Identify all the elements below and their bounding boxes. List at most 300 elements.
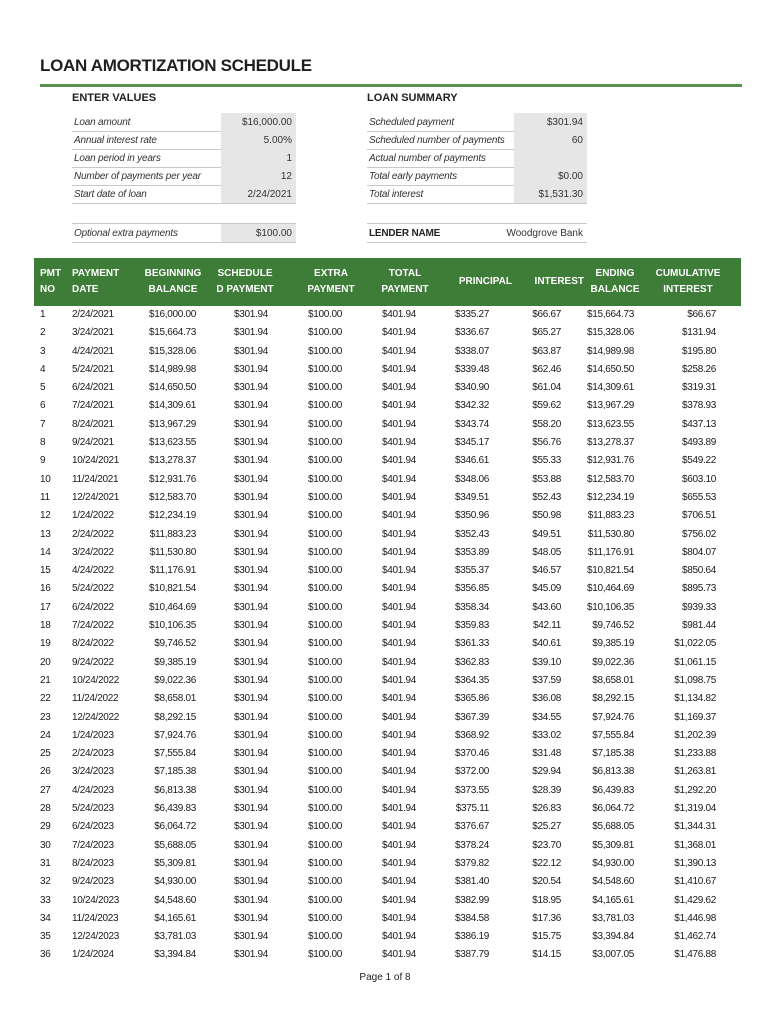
scheduled-payment-cell: $301.94 (233, 931, 268, 943)
payment-date-cell: 1/24/2024 (72, 949, 114, 961)
principal-cell: $361.33 (454, 638, 489, 650)
extra-payment-cell: $100.00 (307, 729, 342, 741)
payment-date-cell: 3/24/2022 (72, 546, 114, 558)
scheduled-payment-cell: $301.94 (233, 309, 268, 320)
scheduled-payment-cell: $301.94 (233, 455, 268, 467)
cumulative-interest-cell: $756.02 (681, 528, 716, 540)
loan-period-input[interactable]: 1 (221, 149, 296, 167)
cumulative-interest-cell: $66.67 (687, 309, 716, 320)
total-payment-cell: $401.94 (381, 674, 416, 686)
pmt-no-cell: 18 (40, 620, 51, 632)
interest-cell: $31.48 (532, 748, 561, 760)
pmt-no-cell: 1 (40, 309, 46, 320)
scheduled-payment-cell: $301.94 (233, 583, 268, 595)
extra-payment-cell: $100.00 (307, 363, 342, 375)
beginning-balance-cell: $12,931.76 (148, 473, 196, 485)
interest-cell: $65.27 (532, 327, 561, 339)
loan-period-label: Loan period in years (74, 152, 161, 164)
pmt-no-cell: 26 (40, 766, 51, 778)
table-row (34, 763, 741, 781)
payment-date-cell: 3/24/2021 (72, 327, 114, 339)
interest-cell: $49.51 (532, 528, 561, 540)
principal-cell: $348.06 (454, 473, 489, 485)
beginning-balance-cell: $12,234.19 (148, 510, 196, 522)
beginning-balance-cell: $14,989.98 (148, 363, 196, 375)
cumulative-interest-cell: $437.13 (681, 418, 716, 430)
pmt-no-cell: 16 (40, 583, 51, 595)
scheduled-payment-cell: $301.94 (233, 821, 268, 833)
interest-cell: $18.95 (532, 894, 561, 906)
ending-balance-cell: $12,931.76 (586, 455, 634, 467)
ending-balance-cell: $5,309.81 (592, 839, 634, 851)
total-early-payments-row (367, 167, 587, 186)
scheduled-payment-cell: $301.94 (233, 382, 268, 394)
payment-date-cell: 10/24/2023 (72, 894, 120, 906)
interest-cell: $42.11 (532, 620, 561, 632)
table-row (34, 471, 741, 489)
principal-cell: $370.46 (454, 748, 489, 760)
total-payment-cell: $401.94 (381, 656, 416, 668)
start-date-row (72, 185, 296, 204)
total-payment-cell: $401.94 (381, 418, 416, 430)
ending-balance-cell: $13,967.29 (586, 400, 634, 412)
payments-per-year-row (72, 167, 296, 186)
ending-balance-cell: $6,439.83 (592, 784, 634, 796)
pmt-no-cell: 29 (40, 821, 51, 833)
interest-cell: $33.02 (532, 729, 561, 741)
beginning-balance-cell: $3,394.84 (154, 949, 196, 961)
cumulative-interest-cell: $1,390.13 (674, 857, 716, 869)
payments-per-year-label: Number of payments per year (74, 170, 201, 182)
scheduled-payment-cell: $301.94 (233, 711, 268, 723)
beginning-balance-cell: $13,623.55 (148, 437, 196, 449)
cumulative-interest-cell: $850.64 (681, 565, 716, 577)
principal-cell: $339.48 (454, 363, 489, 375)
pmt-no-cell: 7 (40, 418, 46, 430)
ending-balance-cell: $4,548.60 (592, 876, 634, 888)
table-row (34, 397, 741, 415)
principal-cell: $342.32 (454, 400, 489, 412)
ending-balance-cell: $12,234.19 (586, 491, 634, 503)
pmt-no-cell: 2 (40, 327, 46, 339)
header-principal: PRINCIPAL (458, 276, 512, 287)
interest-cell: $23.70 (532, 839, 561, 851)
beginning-balance-cell: $9,385.19 (154, 656, 196, 668)
principal-cell: $349.51 (454, 491, 489, 503)
total-payment-cell: $401.94 (381, 894, 416, 906)
ending-balance-cell: $3,781.03 (592, 912, 634, 924)
total-early-payments-label: Total early payments (369, 170, 457, 182)
pmt-no-cell: 6 (40, 400, 46, 412)
cumulative-interest-cell: $493.89 (681, 437, 716, 449)
pmt-no-cell: 8 (40, 437, 46, 449)
cumulative-interest-cell: $706.51 (681, 510, 716, 522)
cumulative-interest-cell: $1,134.82 (674, 693, 716, 705)
scheduled-payment-cell: $301.94 (233, 546, 268, 558)
extra-payments-label: Optional extra payments (74, 227, 178, 239)
total-payment-cell: $401.94 (381, 345, 416, 357)
total-payment-cell: $401.94 (381, 510, 416, 522)
pmt-no-cell: 32 (40, 876, 51, 888)
interest-cell: $55.33 (532, 455, 561, 467)
table-row (34, 617, 741, 635)
total-payment-cell: $401.94 (381, 876, 416, 888)
table-row (34, 727, 741, 745)
interest-cell: $29.94 (532, 766, 561, 778)
payment-date-cell: 4/24/2022 (72, 565, 114, 577)
total-payment-cell: $401.94 (381, 803, 416, 815)
principal-cell: $345.17 (454, 437, 489, 449)
cumulative-interest-cell: $1,344.31 (674, 821, 716, 833)
extra-payment-cell: $100.00 (307, 839, 342, 851)
principal-cell: $372.00 (454, 766, 489, 778)
total-payment-cell: $401.94 (381, 363, 416, 375)
payment-date-cell: 5/24/2021 (72, 363, 114, 375)
payment-date-cell: 3/24/2023 (72, 766, 114, 778)
scheduled-payment-cell: $301.94 (233, 748, 268, 760)
scheduled-number-label: Scheduled number of payments (369, 134, 505, 146)
cumulative-interest-cell: $258.26 (681, 363, 716, 375)
total-payment-cell: $401.94 (381, 620, 416, 632)
table-row (34, 928, 741, 946)
extra-payment-cell: $100.00 (307, 437, 342, 449)
principal-cell: $368.92 (454, 729, 489, 741)
interest-cell: $36.08 (532, 693, 561, 705)
scheduled-payment-label: Scheduled payment (369, 116, 454, 128)
payment-date-cell: 8/24/2023 (72, 857, 114, 869)
schedule-table-body (34, 306, 741, 965)
beginning-balance-cell: $4,930.00 (154, 876, 196, 888)
cumulative-interest-cell: $1,233.88 (674, 748, 716, 760)
beginning-balance-cell: $16,000.00 (148, 309, 196, 320)
scheduled-payment-cell: $301.94 (233, 876, 268, 888)
beginning-balance-cell: $6,439.83 (154, 803, 196, 815)
cumulative-interest-cell: $804.07 (681, 546, 716, 558)
pmt-no-cell: 5 (40, 382, 46, 394)
scheduled-payment-cell: $301.94 (233, 784, 268, 796)
start-date-input[interactable]: 2/24/2021 (221, 185, 296, 203)
total-payment-cell: $401.94 (381, 565, 416, 577)
interest-cell: $37.59 (532, 674, 561, 686)
payment-date-cell: 4/24/2023 (72, 784, 114, 796)
beginning-balance-cell: $9,746.52 (154, 638, 196, 650)
cumulative-interest-cell: $1,410.67 (674, 876, 716, 888)
interest-rate-input[interactable]: 5.00% (221, 131, 296, 149)
extra-payment-cell: $100.00 (307, 528, 342, 540)
total-payment-cell: $401.94 (381, 455, 416, 467)
pmt-no-cell: 34 (40, 912, 51, 924)
total-payment-cell: $401.94 (381, 546, 416, 558)
pmt-no-cell: 10 (40, 473, 51, 485)
total-payment-cell: $401.94 (381, 638, 416, 650)
cumulative-interest-cell: $1,098.75 (674, 674, 716, 686)
payment-date-cell: 10/24/2021 (72, 455, 120, 467)
pmt-no-cell: 35 (40, 931, 51, 943)
total-payment-cell: $401.94 (381, 784, 416, 796)
ending-balance-cell: $7,555.84 (592, 729, 634, 741)
extra-payment-cell: $100.00 (307, 327, 342, 339)
total-payment-cell: $401.94 (381, 711, 416, 723)
total-payment-cell: $401.94 (381, 327, 416, 339)
table-row (34, 452, 741, 470)
pmt-no-cell: 11 (40, 491, 50, 503)
principal-cell: $365.86 (454, 693, 489, 705)
beginning-balance-cell: $7,185.38 (154, 766, 196, 778)
interest-cell: $15.75 (532, 931, 561, 943)
table-row (34, 690, 741, 708)
total-payment-cell: $401.94 (381, 309, 416, 320)
extra-payment-cell: $100.00 (307, 949, 342, 961)
table-row (34, 946, 741, 964)
title-divider (40, 84, 742, 87)
pmt-no-cell: 19 (40, 638, 51, 650)
cumulative-interest-cell: $195.80 (681, 345, 716, 357)
interest-cell: $34.55 (532, 711, 561, 723)
total-payment-cell: $401.94 (381, 583, 416, 595)
beginning-balance-cell: $4,165.61 (154, 912, 196, 924)
payment-date-cell: 12/24/2022 (72, 711, 120, 723)
interest-cell: $40.61 (532, 638, 561, 650)
pmt-no-cell: 36 (40, 949, 51, 961)
scheduled-payment-cell: $301.94 (233, 656, 268, 668)
principal-cell: $379.82 (454, 857, 489, 869)
ending-balance-cell: $4,165.61 (592, 894, 634, 906)
interest-rate-label: Annual interest rate (74, 134, 157, 146)
pmt-no-cell: 21 (40, 674, 51, 686)
scheduled-payment-cell: $301.94 (233, 729, 268, 741)
extra-payment-cell: $100.00 (307, 309, 342, 320)
table-row (34, 818, 741, 836)
interest-cell: $43.60 (532, 601, 561, 613)
payment-date-cell: 6/24/2022 (72, 601, 114, 613)
ending-balance-cell: $13,278.37 (586, 437, 634, 449)
scheduled-payment-cell: $301.94 (233, 949, 268, 961)
ending-balance-cell: $11,530.80 (587, 528, 634, 540)
total-payment-cell: $401.94 (381, 912, 416, 924)
interest-cell: $58.20 (532, 418, 561, 430)
beginning-balance-cell: $7,924.76 (154, 729, 196, 741)
extra-payment-cell: $100.00 (307, 894, 342, 906)
interest-cell: $62.46 (532, 363, 561, 375)
principal-cell: $343.74 (454, 418, 489, 430)
interest-cell: $52.43 (532, 491, 561, 503)
scheduled-payment-cell: $301.94 (233, 418, 268, 430)
interest-cell: $25.27 (532, 821, 561, 833)
pmt-no-cell: 22 (40, 693, 51, 705)
extra-payment-cell: $100.00 (307, 565, 342, 577)
cumulative-interest-cell: $1,169.37 (674, 711, 716, 723)
beginning-balance-cell: $6,064.72 (154, 821, 196, 833)
cumulative-interest-cell: $1,462.74 (674, 931, 716, 943)
payment-date-cell: 5/24/2022 (72, 583, 114, 595)
interest-cell: $50.98 (532, 510, 561, 522)
total-payment-cell: $401.94 (381, 766, 416, 778)
principal-cell: $364.35 (454, 674, 489, 686)
cumulative-interest-cell: $1,202.39 (674, 729, 716, 741)
payment-date-cell: 9/24/2022 (72, 656, 114, 668)
ending-balance-cell: $14,650.50 (586, 363, 634, 375)
header-cumulative-interest: CUMULATIVE INTEREST (655, 268, 721, 295)
interest-cell: $59.62 (532, 400, 561, 412)
pmt-no-cell: 24 (40, 729, 51, 741)
principal-cell: $362.83 (454, 656, 489, 668)
table-row (34, 324, 741, 342)
principal-cell: $376.67 (454, 821, 489, 833)
table-row (34, 306, 741, 324)
interest-cell: $46.57 (532, 565, 561, 577)
cumulative-interest-cell: $1,476.88 (674, 949, 716, 961)
payment-date-cell: 10/24/2022 (72, 674, 120, 686)
cumulative-interest-cell: $1,319.04 (674, 803, 716, 815)
header-extra-payment: EXTRA PAYMENT (307, 268, 355, 295)
beginning-balance-cell: $11,530.80 (149, 546, 196, 558)
pmt-no-cell: 31 (40, 857, 51, 869)
pmt-no-cell: 3 (40, 345, 46, 357)
payments-per-year-input[interactable]: 12 (221, 167, 296, 185)
pmt-no-cell: 23 (40, 711, 51, 723)
ending-balance-cell: $10,821.54 (586, 565, 634, 577)
table-row (34, 526, 741, 544)
interest-cell: $20.54 (532, 876, 561, 888)
beginning-balance-cell: $12,583.70 (148, 491, 196, 503)
principal-cell: $382.99 (454, 894, 489, 906)
beginning-balance-cell: $8,292.15 (154, 711, 196, 723)
ending-balance-cell: $12,583.70 (586, 473, 634, 485)
interest-cell: $39.10 (532, 656, 561, 668)
payment-date-cell: 9/24/2021 (72, 437, 114, 449)
principal-cell: $373.55 (454, 784, 489, 796)
ending-balance-cell: $13,623.55 (586, 418, 634, 430)
extra-payment-cell: $100.00 (307, 876, 342, 888)
payment-date-cell: 1/24/2022 (72, 510, 114, 522)
ending-balance-cell: $9,746.52 (592, 620, 634, 632)
table-row (34, 892, 741, 910)
scheduled-payment-cell: $301.94 (233, 894, 268, 906)
principal-cell: $338.07 (454, 345, 489, 357)
loan-amount-input[interactable]: $16,000.00 (221, 113, 296, 131)
pmt-no-cell: 13 (40, 528, 51, 540)
table-row (34, 580, 741, 598)
payment-date-cell: 11/24/2021 (72, 473, 119, 485)
cumulative-interest-cell: $939.33 (681, 601, 716, 613)
extra-payment-cell: $100.00 (307, 638, 342, 650)
payment-date-cell: 12/24/2021 (72, 491, 120, 503)
header-interest: INTEREST (534, 276, 584, 287)
beginning-balance-cell: $10,106.35 (148, 620, 196, 632)
enter-values-heading: ENTER VALUES (72, 92, 157, 104)
table-row (34, 434, 741, 452)
pmt-no-cell: 15 (40, 565, 51, 577)
table-row (34, 873, 741, 891)
payment-date-cell: 12/24/2023 (72, 931, 120, 943)
pmt-no-cell: 12 (40, 510, 51, 522)
principal-cell: $386.19 (454, 931, 489, 943)
scheduled-payment-cell: $301.94 (233, 601, 268, 613)
extra-payment-cell: $100.00 (307, 400, 342, 412)
ending-balance-cell: $3,007.05 (592, 949, 634, 961)
interest-cell: $22.12 (532, 857, 561, 869)
extra-payment-cell: $100.00 (307, 821, 342, 833)
table-row (34, 709, 741, 727)
table-row (34, 654, 741, 672)
extra-payment-cell: $100.00 (307, 711, 342, 723)
ending-balance-cell: $4,930.00 (592, 857, 634, 869)
cumulative-interest-cell: $549.22 (681, 455, 716, 467)
scheduled-payment-cell: $301.94 (233, 638, 268, 650)
total-payment-cell: $401.94 (381, 821, 416, 833)
beginning-balance-cell: $6,813.38 (154, 784, 196, 796)
scheduled-payment-cell: $301.94 (233, 363, 268, 375)
beginning-balance-cell: $5,309.81 (154, 857, 196, 869)
principal-cell: $358.34 (454, 601, 489, 613)
beginning-balance-cell: $11,883.23 (149, 528, 196, 540)
total-interest-value: $1,531.30 (514, 185, 587, 203)
pmt-no-cell: 9 (40, 455, 46, 467)
extra-payment-cell: $100.00 (307, 931, 342, 943)
ending-balance-cell: $14,309.61 (586, 382, 634, 394)
loan-summary-heading: LOAN SUMMARY (367, 92, 458, 104)
payment-date-cell: 9/24/2023 (72, 876, 114, 888)
payment-date-cell: 5/24/2023 (72, 803, 114, 815)
table-row (34, 544, 741, 562)
ending-balance-cell: $11,176.91 (587, 546, 634, 558)
total-payment-cell: $401.94 (381, 949, 416, 961)
extra-payments-input[interactable]: $100.00 (221, 224, 296, 242)
principal-cell: $356.85 (454, 583, 489, 595)
scheduled-payment-cell: $301.94 (233, 327, 268, 339)
principal-cell: $353.89 (454, 546, 489, 558)
payment-date-cell: 2/24/2021 (72, 309, 114, 320)
extra-payment-cell: $100.00 (307, 620, 342, 632)
total-payment-cell: $401.94 (381, 729, 416, 741)
header-scheduled-payment: SCHEDULE D PAYMENT (216, 268, 274, 295)
ending-balance-cell: $5,688.05 (592, 821, 634, 833)
principal-cell: $359.83 (454, 620, 489, 632)
principal-cell: $352.43 (454, 528, 489, 540)
header-beginning-balance: BEGINNING BALANCE (144, 268, 202, 295)
payment-date-cell: 11/24/2023 (72, 912, 119, 924)
beginning-balance-cell: $15,328.06 (148, 345, 196, 357)
cumulative-interest-cell: $1,429.62 (674, 894, 716, 906)
ending-balance-cell: $10,464.69 (586, 583, 634, 595)
payment-date-cell: 8/24/2022 (72, 638, 114, 650)
ending-balance-cell: $7,924.76 (592, 711, 634, 723)
total-early-payments-value: $0.00 (514, 167, 587, 185)
scheduled-payment-cell: $301.94 (233, 528, 268, 540)
lender-name-label: LENDER NAME (369, 227, 441, 239)
ending-balance-cell: $11,883.23 (587, 510, 634, 522)
scheduled-payment-cell: $301.94 (233, 839, 268, 851)
lender-name-input[interactable]: Woodgrove Bank (487, 224, 587, 242)
interest-cell: $66.67 (532, 309, 561, 320)
scheduled-payment-value: $301.94 (514, 113, 587, 131)
beginning-balance-cell: $11,176.91 (149, 565, 196, 577)
interest-cell: $28.39 (532, 784, 561, 796)
scheduled-payment-cell: $301.94 (233, 345, 268, 357)
pmt-no-cell: 17 (40, 601, 51, 613)
cumulative-interest-cell: $1,292.20 (674, 784, 716, 796)
extra-payments-row (72, 223, 296, 243)
ending-balance-cell: $14,989.98 (586, 345, 634, 357)
beginning-balance-cell: $10,821.54 (148, 583, 196, 595)
interest-cell: $61.04 (532, 382, 561, 394)
lender-row (367, 223, 587, 243)
total-payment-cell: $401.94 (381, 839, 416, 851)
extra-payment-cell: $100.00 (307, 766, 342, 778)
principal-cell: $384.58 (454, 912, 489, 924)
interest-cell: $14.15 (532, 949, 561, 961)
beginning-balance-cell: $14,309.61 (148, 400, 196, 412)
